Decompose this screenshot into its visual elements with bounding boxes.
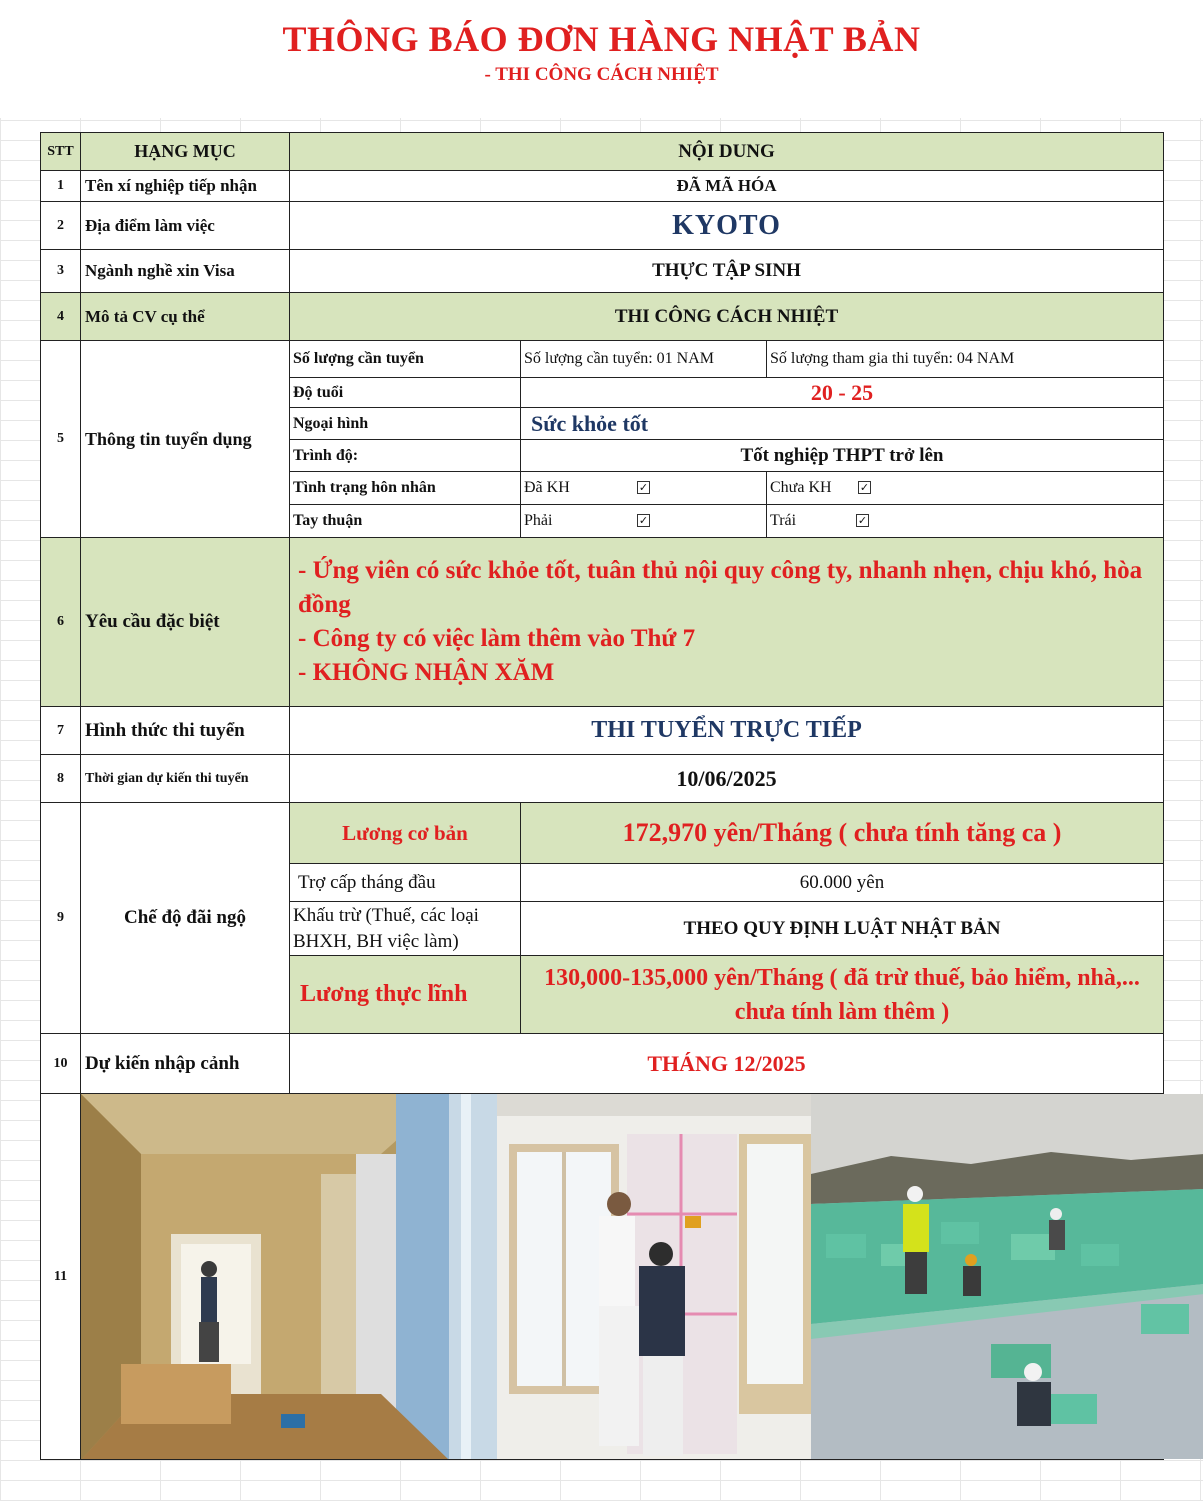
net-salary-value: 130,000-135,000 yên/Tháng ( đã trừ thuế, bảo hiểm, nhà,... chưa tính làm thêm ) (521, 956, 1164, 1034)
education-label: Trình độ: (290, 440, 521, 472)
row-label: Mô tả CV cụ thể (81, 293, 290, 341)
table-row (41, 707, 1164, 755)
work-location: KYOTO (290, 202, 1164, 250)
row-label: Yêu cầu đặc biệt (81, 538, 290, 707)
single-label: Chưa KH (770, 479, 832, 496)
row-stt: 10 (41, 1034, 81, 1094)
table-row (41, 250, 1164, 293)
table-row (41, 171, 1164, 202)
job-description: THI CÔNG CÁCH NHIỆT (290, 293, 1164, 341)
table-row (41, 1034, 1164, 1094)
requirement-line: - Ứng viên có sức khỏe tốt, tuân thủ nội quy công ty, nhanh nhẹn, chịu khó, hòa đồng (298, 557, 1143, 618)
order-table (40, 132, 1164, 1460)
right-hand-label: Phải (524, 512, 553, 529)
single-option (767, 472, 1164, 505)
single-checkbox[interactable]: ✓ (859, 481, 870, 494)
row-label: Hình thức thi tuyển (81, 707, 290, 755)
row-stt: 9 (41, 803, 81, 1034)
row-stt: 8 (41, 755, 81, 803)
quantity-label: Số lượng cần tuyển (290, 341, 521, 378)
page-subtitle: - THI CÔNG CÁCH NHIỆT (484, 64, 719, 85)
net-salary-label: Lương thực lĩnh (290, 956, 521, 1034)
row-stt: 11 (41, 1094, 81, 1460)
quantity-need: Số lượng cần tuyển: 01 NAM (521, 341, 767, 378)
row-label: Thông tin tuyển dụng (81, 341, 290, 538)
base-salary-value: 172,970 yên/Tháng ( chưa tính tăng ca ) (521, 803, 1164, 864)
table-row (41, 755, 1164, 803)
company-name: ĐÃ MÃ HÓA (290, 171, 1164, 202)
left-hand-label: Trái (770, 512, 797, 529)
table-row (41, 341, 1164, 378)
page-title: THÔNG BÁO ĐƠN HÀNG NHẬT BẢN (282, 19, 921, 59)
table-row (41, 1094, 1164, 1460)
table-row (41, 538, 1164, 707)
row-stt: 6 (41, 538, 81, 707)
table-row (41, 803, 1164, 864)
row-stt: 7 (41, 707, 81, 755)
married-checkbox[interactable]: ✓ (638, 481, 649, 494)
header-content: NỘI DUNG (290, 133, 1164, 171)
row-label: Thời gian dự kiến thi tuyển (81, 755, 290, 803)
deduction-label: Khấu trừ (Thuế, các loại BHXH, BH việc làm) (290, 902, 521, 956)
quantity-exam: Số lượng tham gia thi tuyển: 04 NAM (767, 341, 1164, 378)
entry-date: THÁNG 12/2025 (290, 1034, 1164, 1094)
visa-type: THỰC TẬP SINH (290, 250, 1164, 293)
age-value: 20 - 25 (521, 378, 1164, 408)
document-header (0, 0, 1203, 118)
education-value: Tốt nghiệp THPT trở lên (521, 440, 1164, 472)
appearance-label: Ngoại hình (290, 408, 521, 440)
requirement-line: - Công ty có việc làm thêm vào Thứ 7 (298, 625, 696, 652)
interior-construction-photo (81, 1094, 449, 1459)
row-label: Địa điểm làm việc (81, 202, 290, 250)
allowance-value: 60.000 yên (521, 864, 1164, 902)
exam-date: 10/06/2025 (290, 755, 1164, 803)
row-label: Dự kiến nhập cảnh (81, 1034, 290, 1094)
right-hand-option (521, 505, 767, 538)
header-stt: STT (41, 133, 81, 171)
photo-strip (81, 1094, 1164, 1460)
row-stt: 3 (41, 250, 81, 293)
table-row (41, 293, 1164, 341)
hand-label: Tay thuận (290, 505, 521, 538)
row-label: Chế độ đãi ngộ (81, 803, 290, 1034)
table-row (41, 202, 1164, 250)
appearance-value: Sức khỏe tốt (521, 408, 1164, 440)
wall-insulation-photo (449, 1094, 811, 1459)
age-label: Độ tuổi (290, 378, 521, 408)
header-category: HẠNG MỤC (81, 133, 290, 171)
table-header-row (41, 133, 1164, 171)
allowance-label: Trợ cấp tháng đầu (290, 864, 521, 902)
row-stt: 5 (41, 341, 81, 538)
requirement-line: - KHÔNG NHẬN XĂM (298, 659, 555, 686)
left-hand-checkbox[interactable]: ✓ (857, 514, 868, 527)
married-option (521, 472, 767, 505)
right-hand-checkbox[interactable]: ✓ (638, 514, 649, 527)
special-requirements (290, 538, 1164, 707)
base-salary-label: Lương cơ bản (290, 803, 521, 864)
row-stt: 4 (41, 293, 81, 341)
row-stt: 2 (41, 202, 81, 250)
exam-method: THI TUYỂN TRỰC TIẾP (290, 707, 1164, 755)
deduction-value: THEO QUY ĐỊNH LUẬT NHẬT BẢN (521, 902, 1164, 956)
roof-insulation-photo (811, 1094, 1203, 1459)
row-label: Tên xí nghiệp tiếp nhận (81, 171, 290, 202)
row-label: Ngành nghề xin Visa (81, 250, 290, 293)
married-label: Đã KH (524, 479, 570, 496)
row-stt: 1 (41, 171, 81, 202)
marital-label: Tình trạng hôn nhân (290, 472, 521, 505)
left-hand-option (767, 505, 1164, 538)
